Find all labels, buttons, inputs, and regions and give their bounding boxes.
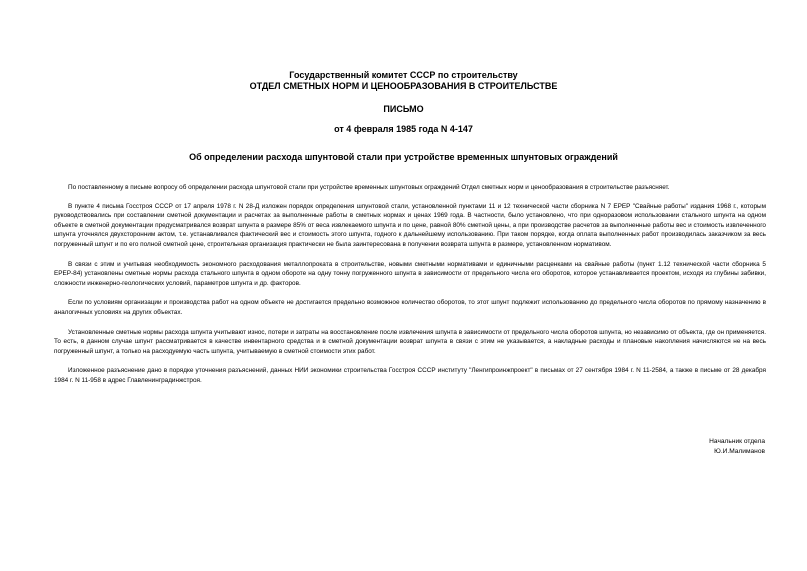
paragraph-4: Если по условиям организации и производства работ на одном объекте не достигается предельно возможное количество оборотов, то этот шпунт подлежит использованию до предельного числа оборотов по прямому назначению в аналогичных условиях на других объектах. xyxy=(54,299,766,316)
signature-block xyxy=(709,437,765,457)
document-title: Об определении расхода шпунтовой стали при устройстве временных шпунтовых ограждений xyxy=(189,152,618,162)
org-name: Государственный комитет СССР по строительству xyxy=(289,70,518,80)
document-date: от 4 февраля 1985 года N 4-147 xyxy=(334,124,473,134)
signatory-position: Начальник отдела xyxy=(709,438,765,445)
paragraph-1: По поставленному в письме вопросу об определении расхода шпунтовой стали при устройстве временных шпунтовых ограждений Отдел сметных норм и ценообразования в строительстве разъясняет. xyxy=(68,184,670,191)
paragraph-5: Установленные сметные нормы расхода шпунта учитывают износ, потери и затраты на восстановление после извлечения шпунта в зависимости от предельного числа оборотов шпунта, но независимо от объекта, где он применяется. То есть, в данном случае шпунт рассматривается в качестве инвентарного средства и в сметной документации возврат шпунта в связи с этим не указывается, а накладные расходы и плановые накопления начисляются не на весь погруженный шпунт, а только на расходуемую часть шпунта, учитываемую в сметной стоимости этих работ. xyxy=(54,328,766,355)
paragraph-3: В связи с этим и учитывая необходимость экономного расходования металлопроката в строительстве, новыми сметными нормативами и единичными расценками на свайные работы (пункт 1.12 технической части сборника 5 ЕРЕР-84) установлены сметные нормы расхода стального шпунта в одном обороте на одну тонну погруженного шпунта в зависимости от предельного числа его оборотов, которое устанавливается проектом, исходя из глубины забивки, сложности инженерно-геологических условий, параметров шпунта и др. факторов. xyxy=(54,260,766,287)
paragraph-2: В пункте 4 письма Госстроя СССР от 17 апреля 1978 г. N 28-Д изложен порядок определения шпунтовой стали, установленной пунктами 11 и 12 технической части сборника N 7 ЕРЕР "Свайные работы" издания 1968 г., которым руководствовались при составлении сметной документации и расчетах за выполненные работы в сметных нормах и ценах 1969 года. В частности, было установлено, что при одноразовом использовании стального шпунта на одном объекте в сметной документации предусматривался возврат шпунта в размере 85% от веса извлекаемого шпунта и по цене, равной 80% сметной цены, а при производстве расчетов за выполненные работы вес и стоимость извлеченного шпунта уточнялся двухсторонним актом, т.е. устанавливался фактический вес и стоимость этого шпунта, годного к дальнейшему использованию. При таком порядке, когда оплата выполненных работ производилась заказчиком за весь погруженный шпунт и по его полной сметной цене, строительная организация практически не была заинтересована в получении возврата шпунта в размере, установленном нормативом. xyxy=(54,202,766,248)
department-name: ОТДЕЛ СМЕТНЫХ НОРМ И ЦЕНООБРАЗОВАНИЯ В СТРОИТЕЛЬСТВЕ xyxy=(249,81,558,91)
paragraph-6: Изложенное разъяснение дано в порядке уточнения разъяснений, данных НИИ экономики строительства Госстроя СССР институту "Ленгипроинжпроект" в письмах от 27 сентября 1984 г. N 11-2584, а также в письме от 28 декабря 1984 г. N 11-958 в адрес Главленинградинжстроя. xyxy=(54,367,766,384)
document-type: ПИСЬМО xyxy=(383,104,424,114)
document-body xyxy=(54,183,766,386)
signatory-name: Ю.И.Малиманов xyxy=(714,448,765,455)
